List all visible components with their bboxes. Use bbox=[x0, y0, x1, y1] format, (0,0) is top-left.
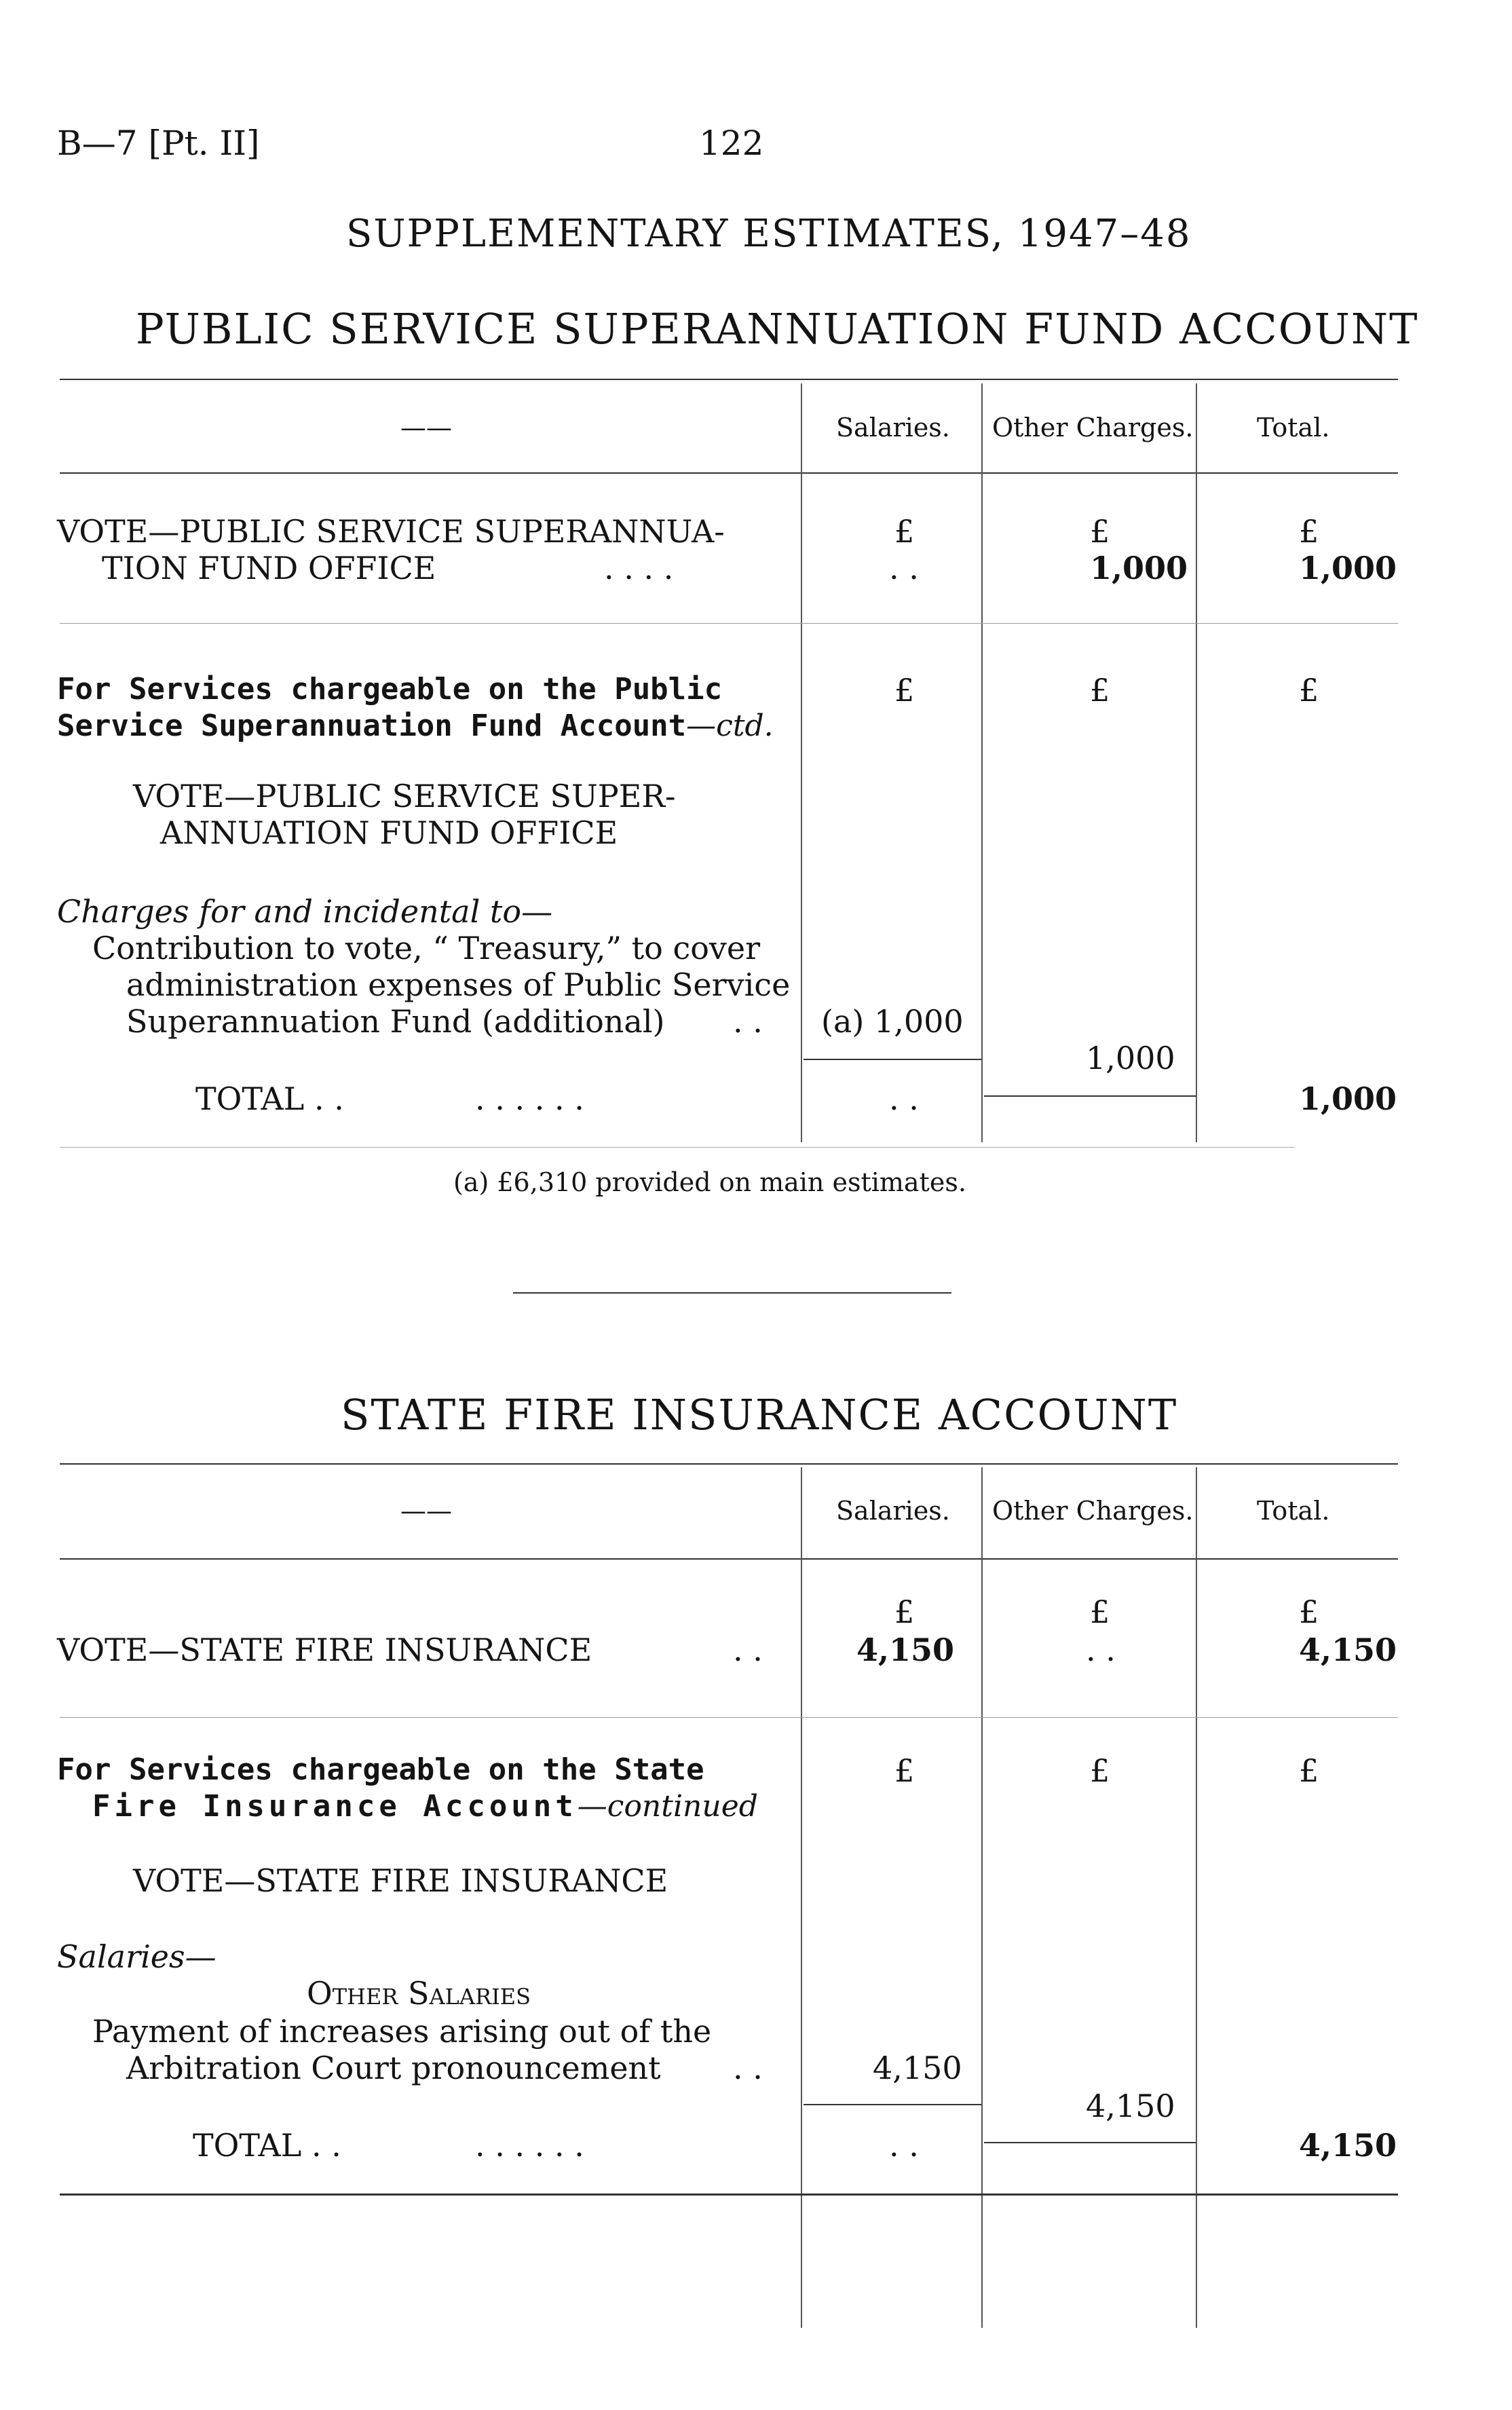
section1-total-total: 1,000 bbox=[1299, 1080, 1397, 1117]
section1-vote-salaries: . . bbox=[889, 550, 919, 586]
section1-subtotal-other: 1,000 bbox=[1086, 1040, 1175, 1076]
section1-col-other: Other Charges. bbox=[992, 413, 1194, 443]
section2-services-total-pound: £ bbox=[1299, 1752, 1319, 1789]
section1-heading: PUBLIC SERVICE SUPERANNUATION FUND ACCOUNT bbox=[136, 304, 1419, 354]
section2-services-line2-text: Fire Insurance Account bbox=[92, 1789, 578, 1824]
section2-bottom-rule bbox=[60, 2194, 1398, 2196]
section1-total-dots: . . . . . . bbox=[475, 1080, 584, 1117]
section2-salaries-label: Salaries— bbox=[57, 1938, 216, 1975]
section1-vote-other-pound: £ bbox=[1090, 513, 1110, 550]
section1-vrule-2 bbox=[981, 383, 983, 1142]
section1-subvote-line2: ANNUATION FUND OFFICE bbox=[160, 814, 618, 851]
section2-total-salaries: . . bbox=[889, 2127, 919, 2164]
section1-top-rule bbox=[60, 379, 1398, 380]
section2-heading: STATE FIRE INSURANCE ACCOUNT bbox=[341, 1390, 1178, 1439]
section2-total-total: 4,150 bbox=[1299, 2127, 1397, 2164]
section2-services-cont: —continued bbox=[577, 1789, 758, 1824]
section2-vrule-1 bbox=[801, 1467, 802, 2328]
section2-vote-line: VOTE—STATE FIRE INSURANCE bbox=[57, 1632, 592, 1668]
section1-vote-other: 1,000 bbox=[1090, 550, 1188, 586]
section1-footnote: (a) £6,310 provided on main estimates. bbox=[453, 1167, 966, 1197]
section1-col-dash: —— bbox=[400, 413, 452, 443]
section1-vote-total: 1,000 bbox=[1299, 550, 1397, 586]
section1-item-line2: administration expenses of Public Service bbox=[126, 966, 791, 1003]
part-reference: B—7 [Pt. II] bbox=[57, 124, 260, 163]
section1-vote-line2: TION FUND OFFICE bbox=[102, 550, 436, 586]
section1-vote-rule bbox=[60, 623, 1398, 624]
section1-vrule-1 bbox=[801, 383, 802, 1142]
section1-services-line2-text: Service Superannuation Fund Account bbox=[57, 709, 687, 743]
section2-vote-salaries: 4,150 bbox=[856, 1632, 955, 1668]
section2-item-dots: . . bbox=[733, 2050, 763, 2086]
section1-vote-salaries-pound: £ bbox=[894, 513, 915, 550]
section2-vrule-3 bbox=[1196, 1467, 1197, 2328]
section1-item-dots: . . bbox=[733, 1003, 763, 1040]
section2-vote-other: . . bbox=[1086, 1632, 1116, 1668]
section2-subvote: VOTE—STATE FIRE INSURANCE bbox=[133, 1862, 668, 1899]
section1-item-salaries: (a) 1,000 bbox=[821, 1003, 964, 1040]
section2-services-line2 bbox=[92, 1789, 758, 1824]
section2-vote-total: 4,150 bbox=[1299, 1632, 1397, 1668]
section2-item-salaries: 4,150 bbox=[873, 2050, 962, 2086]
section1-vote-total-pound: £ bbox=[1299, 513, 1319, 550]
section1-salaries-sum-rule bbox=[804, 1059, 981, 1060]
section1-bottom-rule bbox=[60, 1147, 1295, 1148]
section1-total-salaries: . . bbox=[889, 1080, 919, 1117]
section2-subtotal-other: 4,150 bbox=[1086, 2088, 1175, 2124]
section2-col-other: Other Charges. bbox=[992, 1496, 1194, 1526]
section1-services-line1: For Services chargeable on the Public bbox=[57, 672, 723, 707]
section1-col-salaries: Salaries. bbox=[836, 413, 950, 443]
section1-charges-label: Charges for and incidental to— bbox=[57, 893, 553, 930]
section2-total-label: TOTAL . . bbox=[193, 2127, 341, 2164]
section2-services-other-pound: £ bbox=[1090, 1752, 1110, 1789]
section1-col-total: Total. bbox=[1257, 413, 1330, 443]
section2-services-line1: For Services chargeable on the State bbox=[57, 1752, 704, 1787]
section2-vrule-2 bbox=[981, 1467, 983, 2328]
section1-services-total-pound: £ bbox=[1299, 672, 1319, 709]
section-separator bbox=[513, 1292, 951, 1294]
section2-vote-rule bbox=[60, 1717, 1398, 1718]
section1-services-ctd: —ctd. bbox=[686, 709, 774, 743]
section1-other-sum-rule bbox=[984, 1095, 1196, 1097]
section1-item-line3: Superannuation Fund (additional) bbox=[126, 1003, 665, 1040]
section1-services-other-pound: £ bbox=[1090, 672, 1110, 709]
section2-item-line2: Arbitration Court pronouncement bbox=[126, 2050, 661, 2086]
section1-subvote-line1: VOTE—PUBLIC SERVICE SUPER- bbox=[133, 778, 676, 814]
section2-top-rule bbox=[60, 1463, 1398, 1465]
section1-services-line2 bbox=[57, 709, 774, 743]
section2-services-salaries-pound: £ bbox=[894, 1752, 915, 1789]
page-number: 122 bbox=[699, 124, 764, 163]
section2-vote-total-pound: £ bbox=[1299, 1594, 1319, 1630]
section1-vote-line1: VOTE—PUBLIC SERVICE SUPERANNUA- bbox=[57, 513, 725, 550]
section2-item-line1: Payment of increases arising out of the bbox=[92, 2013, 712, 2050]
document-title: SUPPLEMENTARY ESTIMATES, 1947–48 bbox=[346, 212, 1192, 256]
section2-other-salaries: Other Salaries bbox=[307, 1975, 531, 2012]
section2-col-dash: —— bbox=[400, 1496, 452, 1526]
section2-salaries-sum-rule bbox=[804, 2104, 981, 2105]
section2-vote-dots: . . bbox=[733, 1632, 763, 1668]
section2-other-sum-rule bbox=[984, 2142, 1196, 2143]
section1-vrule-3 bbox=[1196, 383, 1197, 1142]
section1-services-salaries-pound: £ bbox=[894, 672, 915, 709]
section1-item-line1: Contribution to vote, “ Treasury,” to cover bbox=[92, 930, 761, 966]
section2-vote-salaries-pound: £ bbox=[894, 1594, 915, 1630]
section1-header-rule bbox=[60, 472, 1398, 474]
section1-vote-dots: . . . . bbox=[604, 550, 674, 586]
section2-header-rule bbox=[60, 1558, 1398, 1560]
section2-col-salaries: Salaries. bbox=[836, 1496, 950, 1526]
section1-total-label: TOTAL . . bbox=[195, 1080, 344, 1117]
section2-total-dots: . . . . . . bbox=[475, 2127, 584, 2164]
section2-vote-other-pound: £ bbox=[1090, 1594, 1110, 1630]
section2-col-total: Total. bbox=[1257, 1496, 1330, 1526]
